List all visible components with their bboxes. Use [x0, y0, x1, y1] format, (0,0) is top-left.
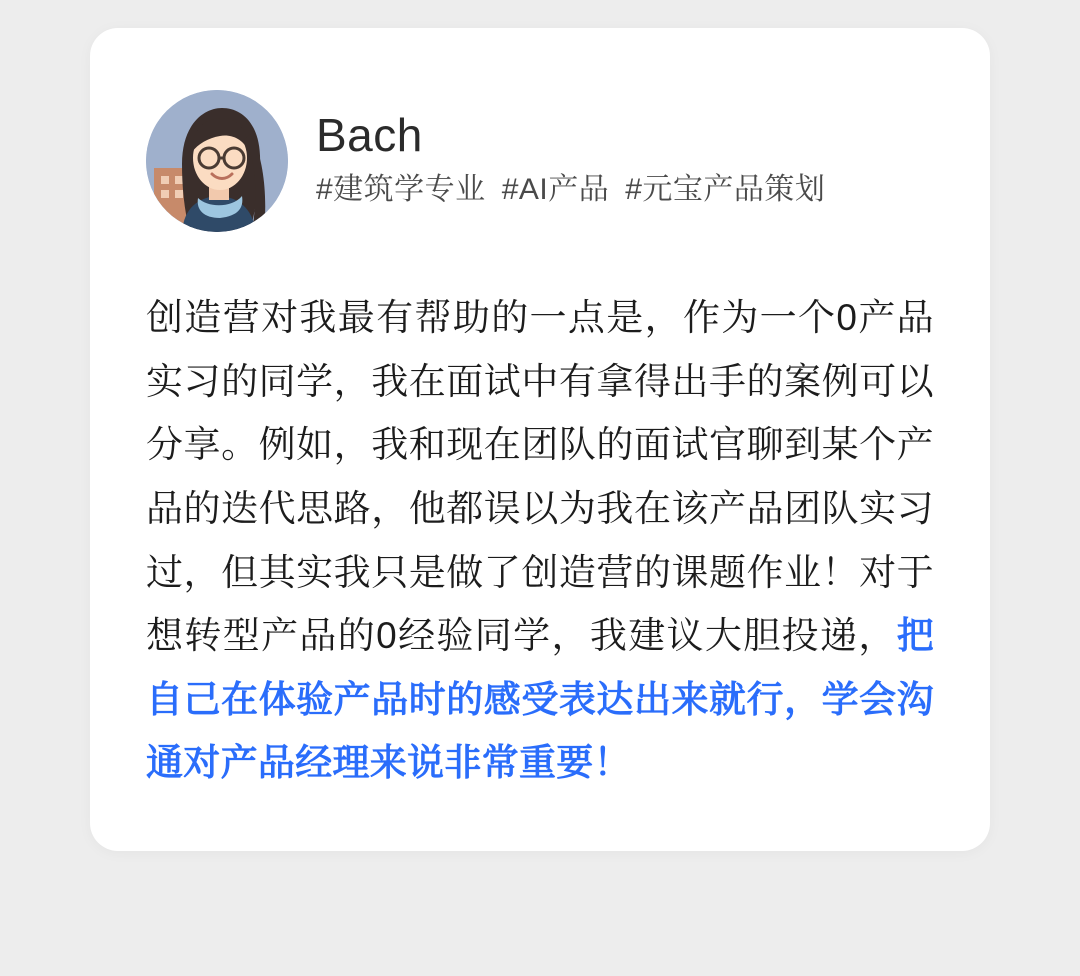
avatar[interactable]: [146, 90, 288, 232]
avatar-illustration-icon: [146, 90, 288, 232]
post-card: [90, 28, 990, 851]
post-body-normal: 创造营对我最有帮助的一点是，作为一个0产品实习的同学，我在面试中有拿得出手的案例可以分享。例如，我和现在团队的面试官聊到某个产品的迭代思路，他都误以为我在该产品团队实习过，但其实我只是做了创造营的课题作业！对于想转型产品的0经验同学，我建议大胆投递，: [146, 297, 934, 657]
profile-header: [146, 90, 934, 232]
tag-item[interactable]: #元宝产品策划: [625, 172, 826, 206]
user-tags: [316, 173, 825, 208]
tag-item[interactable]: #AI产品: [501, 172, 610, 206]
post-body: [146, 286, 934, 795]
post-body-highlight: 把自己在体验产品时的感受表达出来就行，学会沟通对产品经理来说非常重要！: [146, 615, 934, 784]
user-name: Bach: [316, 108, 423, 161]
profile-text: [316, 108, 826, 212]
tag-item[interactable]: #建筑学专业: [316, 172, 486, 206]
